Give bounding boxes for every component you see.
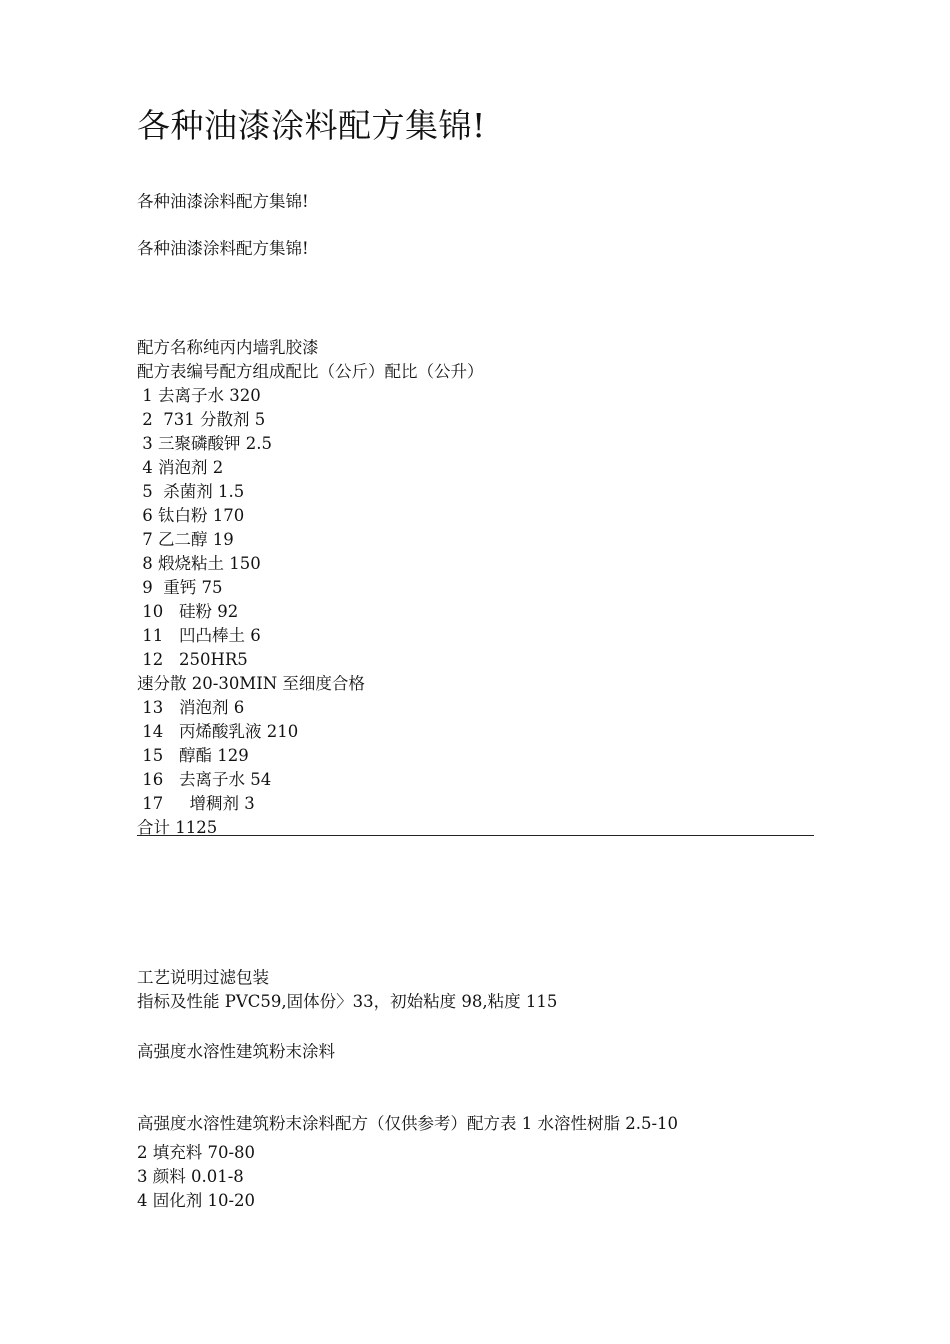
section-heading: 高强度水溶性建筑粉末涂料 [137,1042,335,1061]
formula-row: 4 固化剂 10-20 [137,1191,256,1210]
formula-row: 5 杀菌剂 1.5 [137,482,245,501]
performance-note: 指标及性能 PVC59,固体份〉33，初始粘度 98,粘度 115 [137,992,558,1011]
formula-row: 6 钛白粉 170 [137,506,245,525]
formula-intro: 高强度水溶性建筑粉末涂料配方（仅供参考）配方表 1 水溶性树脂 2.5-10 [137,1114,679,1133]
formula-name: 配方名称纯丙内墙乳胶漆 [137,338,319,357]
formula-row: 2 731 分散剂 5 [137,410,266,429]
formula-row: 3 三聚磷酸钾 2.5 [137,434,272,453]
formula-row: 16 去离子水 54 [137,770,272,789]
document-title: 各种油漆涂料配方集锦! [137,106,486,145]
formula-row: 2 填充料 70-80 [137,1143,256,1162]
divider-line [137,835,814,836]
formula-row: 1 去离子水 320 [137,386,261,405]
formula-row: 13 消泡剂 6 [137,698,245,717]
formula-table-header: 配方表编号配方组成配比（公斤）配比（公升） [137,362,484,381]
process-note: 工艺说明过滤包装 [137,968,269,987]
formula-row: 速分散 20-30MIN 至细度合格 [137,674,365,693]
formula-row: 8 煅烧粘土 150 [137,554,261,573]
formula-total: 合计 1125 [137,818,218,837]
formula-row: 12 250HR5 [137,650,248,669]
formula-row: 15 醇酯 129 [137,746,249,765]
formula-row: 4 消泡剂 2 [137,458,224,477]
subtitle-line: 各种油漆涂料配方集锦! [137,239,309,258]
formula-row: 10 硅粉 92 [137,602,239,621]
subtitle-line: 各种油漆涂料配方集锦! [137,192,309,211]
formula-row: 11 凹凸棒土 6 [137,626,261,645]
formula-row: 3 颜料 0.01-8 [137,1167,244,1186]
formula-row: 17 增稠剂 3 [137,794,255,813]
formula-row: 14 丙烯酸乳液 210 [137,722,299,741]
formula-row: 9 重钙 75 [137,578,223,597]
formula-row: 7 乙二醇 19 [137,530,234,549]
